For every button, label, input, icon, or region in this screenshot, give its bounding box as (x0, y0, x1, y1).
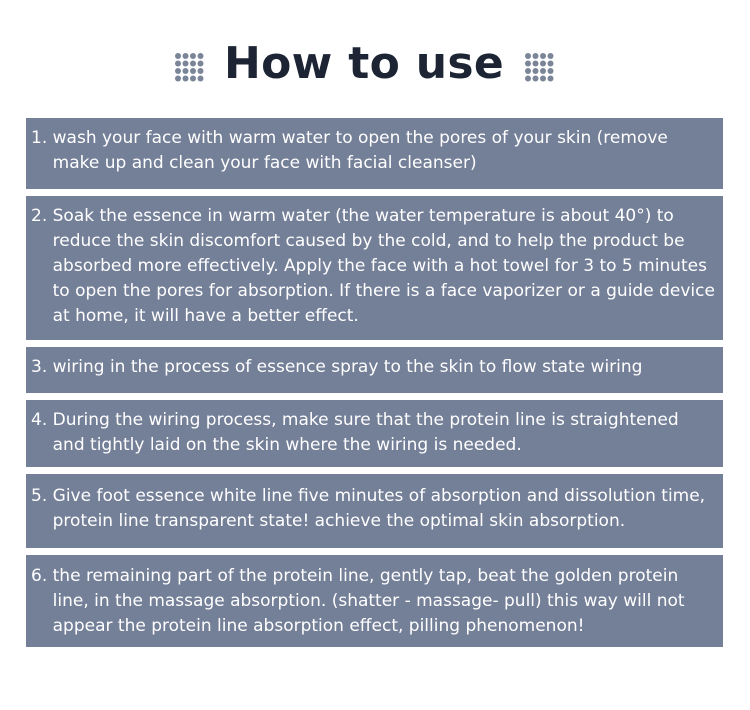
step-text: During the wiring process, make sure that the protein line is straightened and tightly laid on the skin where the wiring is needed. (52, 410, 679, 455)
dot-grid-icon (524, 52, 554, 82)
step-card (26, 555, 723, 647)
step-text: wiring in the process of essence spray to the skin to flow state wiring (52, 357, 643, 377)
step-number: 2. (31, 206, 48, 226)
step-text: Soak the essence in warm water (the water temperature is about 40°) to reduce the skin discomfort caused by the cold, and to help the product be absorbed more effectively. Apply the face with a hot towel for 3 to 5 minutes to open the pores for absorption. If there is a face vaporizer or a guide device at home, it will have a better effect. (52, 206, 715, 326)
step-text: Give foot essence white line five minutes of absorption and dissolution time, protein line transparent state! achieve the optimal skin absorption. (52, 486, 706, 531)
step-card (26, 347, 723, 393)
page-header (0, 30, 750, 102)
step-number: 1. (31, 128, 48, 148)
step-card (26, 400, 723, 467)
step-text: the remaining part of the protein line, gently tap, beat the golden protein line, in the massage absorption. (shatter - massage- pull) this way will not appear the protein line absorption effect, pilling phenomenon! (52, 566, 685, 636)
steps-list (26, 118, 723, 654)
step-number: 3. (31, 357, 48, 377)
step-text: wash your face with warm water to open the pores of your skin (remove make up and clean your face with facial cleanser) (52, 128, 668, 173)
step-card (26, 474, 723, 548)
step-number: 5. (31, 486, 48, 506)
step-number: 6. (31, 566, 48, 586)
step-card (26, 118, 723, 189)
page-title: How to use (224, 38, 504, 89)
step-number: 4. (31, 410, 48, 430)
step-card (26, 196, 723, 340)
